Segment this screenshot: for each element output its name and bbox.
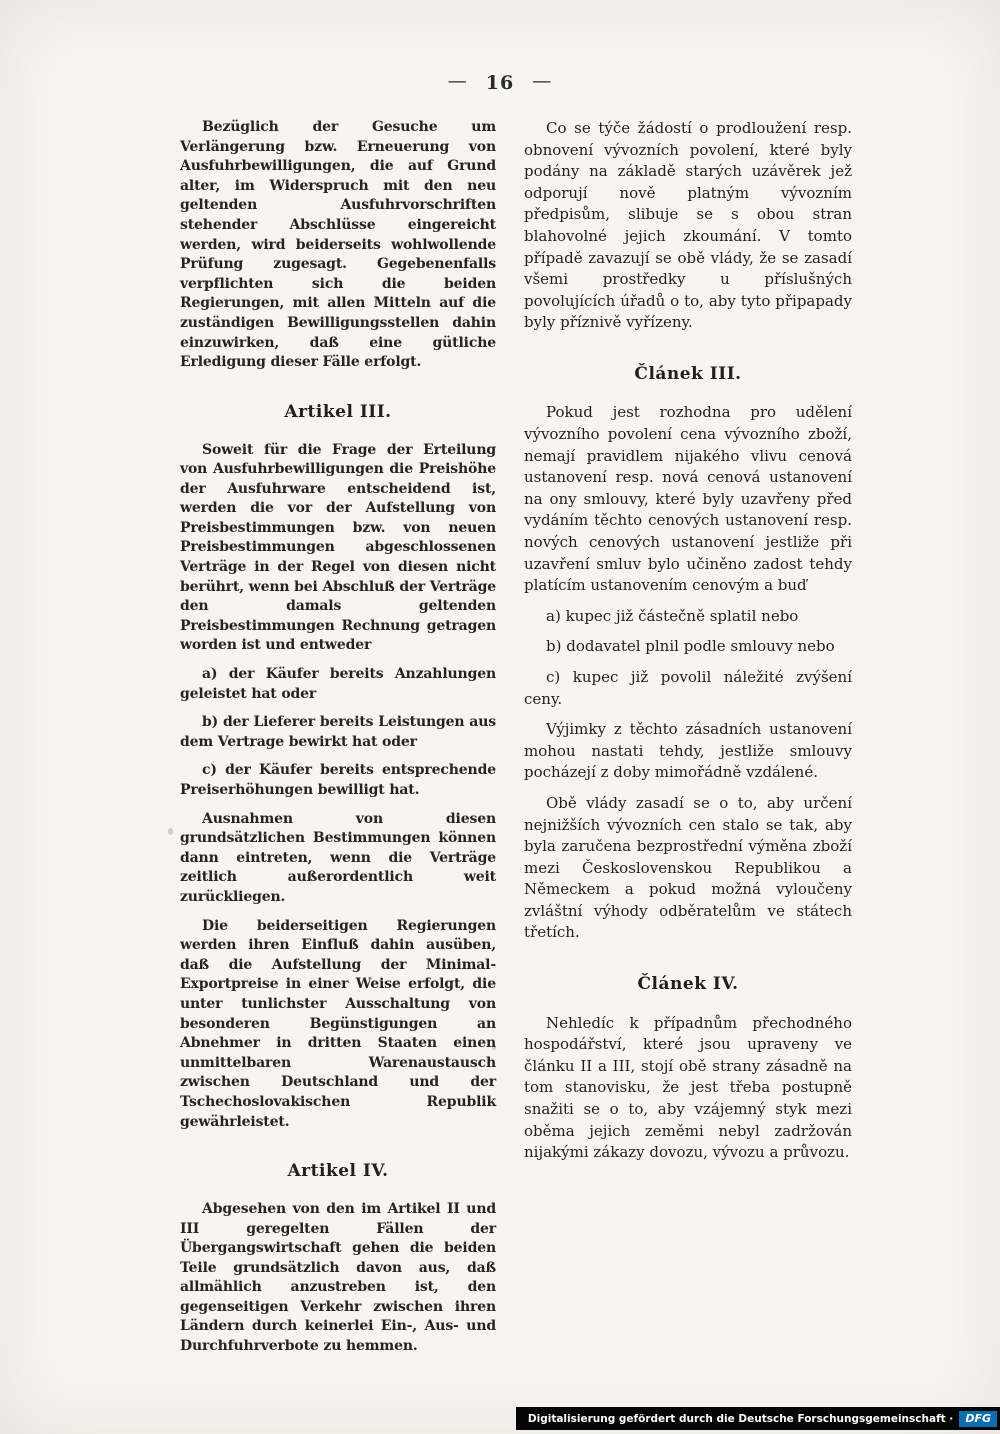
paragraph: Die beiderseitigen Regierungen werden ihren Einfluß dahin ausüben, daß die Aufstellung der Minimal-Exportpreise in einer Weise erfolgt, die unter tunlichster Ausschaltung von besonderen Begünstigungen an Abnehmer in dritten Staaten einen unmittelbaren Warenaustausch zwischen Deutschland und der Tschechoslovakischen Republik gewährleistet. [180, 917, 496, 1130]
digitization-credit-text: Digitalisierung gefördert durch die Deutsche Forschungsgemeinschaft · [527, 1412, 954, 1425]
article-3-heading-german: Artikel III. [284, 401, 392, 422]
dfg-logo: DFG [959, 1411, 997, 1427]
scan-artifact [168, 828, 173, 835]
german-column [180, 118, 496, 1360]
page-number: 16 [485, 72, 515, 94]
page-number-dash-left: — [447, 70, 468, 92]
article-3-heading-czech: Článek III. [634, 363, 742, 384]
list-item-a: a) kupec již částečně splatil nebo [546, 606, 799, 625]
two-column-text [180, 118, 852, 1360]
page-number-dash-right: — [532, 70, 553, 92]
article-4-heading-czech: Článek IV. [637, 974, 739, 995]
paragraph: Co se týče žádostí o prodloužení resp. obnovení vývozních povolení, které byly podány na základě starých uzávěrek jež odporují nově platným vývozním předpisům, slibuje se s obou stran blahovolné jejich zkoumání. V tomto případě zavazují se obě vlády, že se zasadí všemi prostředky u příslušných povolujících úřadů o to, aby tyto připapady byly příznivě vyřízeny. [524, 119, 852, 332]
paragraph: Bezüglich der Gesuche um Verlängerung bzw. Erneuerung von Ausfuhrbewilligungen, die auf Grund alter, im Widerspruch mit den neu geltenden Ausfuhrvorschriften stehender Abschlüsse eingereicht werden, wird beiderseits wohlwollende Prüfung zugesagt. Gegebenenfalls verpflichten sich die beiden Regierungen, mit allen Mitteln auf die zuständigen Bewilligungsstellen dahin einzuwirken, daß eine gütliche Erledigung dieser Fälle erfolgt. [180, 119, 496, 371]
paragraph: Nehledíc k případnům přechodného hospodářství, které jsou upraveny ve článku II a III, stojí obě strany zásadně na tom stanovisku, že jest třeba postupně snažiti se o to, aby vzájemný styk mezi oběma jejich zeměmi nebyl zadržován nijakými zákazy dovozu, vývozu a průvozu. [524, 1013, 852, 1162]
list-item-c: c) der Käufer bereits entsprechende Preiserhöhungen bewilligt hat. [180, 762, 496, 799]
paragraph: Abgesehen von den im Artikel II und III geregelten Fällen der Übergangswirtschaft gehen die beiden Teile grundsätzlich davon aus, daß allmählich anzustreben ist, den gegenseitigen Verkehr zwischen ihren Ländern durch keinerlei Ein-, Aus- und Durchfuhrverbote zu hemmen. [180, 1200, 496, 1355]
paragraph: Pokud jest rozhodna pro udělení vývozního povolení cena vývozního zboží, nemají pravidlem nijakého vlivu cenová ustanovení resp. nová cenová ustanovení na ony smlouvy, které byly uzavřeny před vydáním těchto cenových ustanovení resp. nových cenových ustanovení jestliže při uzavření smluv bylo učiněno zadost tehdy platícím ustanovením cenovým a buď [524, 403, 852, 595]
article-4-heading-german: Artikel IV. [287, 1161, 389, 1182]
list-item-b: b) dodavatel plnil podle smlouvy nebo [546, 637, 835, 656]
list-item-b: b) der Lieferer bereits Leistungen aus dem Vertrage bewirkt hat oder [180, 714, 496, 750]
czech-column [524, 118, 852, 1360]
scan-artifact [492, 1046, 496, 1050]
list-item-a: a) der Käufer bereits Anzahlungen geleistet hat oder [180, 666, 496, 702]
list-item-c: c) kupec již povolil náležité zvýšení ceny. [524, 667, 852, 708]
digitization-credit-bar [516, 1407, 1000, 1430]
paragraph: Obě vlády zasadí se o to, aby určení nejnižších vývozních cen stalo se tak, aby byla zaručena bezprostřední výměna zboží mezi Československou Republikou a Německem a pokud možná vyloučeny zvláštní výhody odběratelům ve státech třetích. [524, 793, 852, 942]
paragraph: Ausnahmen von diesen grundsätzlichen Bestimmungen können dann eintreten, wenn die Verträge zeitlich außerordentlich weit zurückliegen. [180, 810, 496, 905]
page-number-row [0, 72, 1000, 94]
paragraph: Soweit für die Frage der Erteilung von Ausfuhrbewilligungen die Preishöhe der Ausfuhrware entscheidend ist, werden die vor der Aufstellung von Preisbestimmungen bzw. von neuen Preisbestimmungen abgeschlossenen Verträge in der Regel von diesen nicht berührt, wenn bei Abschluß der Verträge den damals geltenden Preisbestimmungen Rechnung getragen worden ist und entweder [180, 441, 496, 654]
paragraph: Výjimky z těchto zásadních ustanovení mohou nastati tehdy, jestliže smlouvy pocházejí z doby mimořádně vzdálené. [524, 720, 852, 782]
